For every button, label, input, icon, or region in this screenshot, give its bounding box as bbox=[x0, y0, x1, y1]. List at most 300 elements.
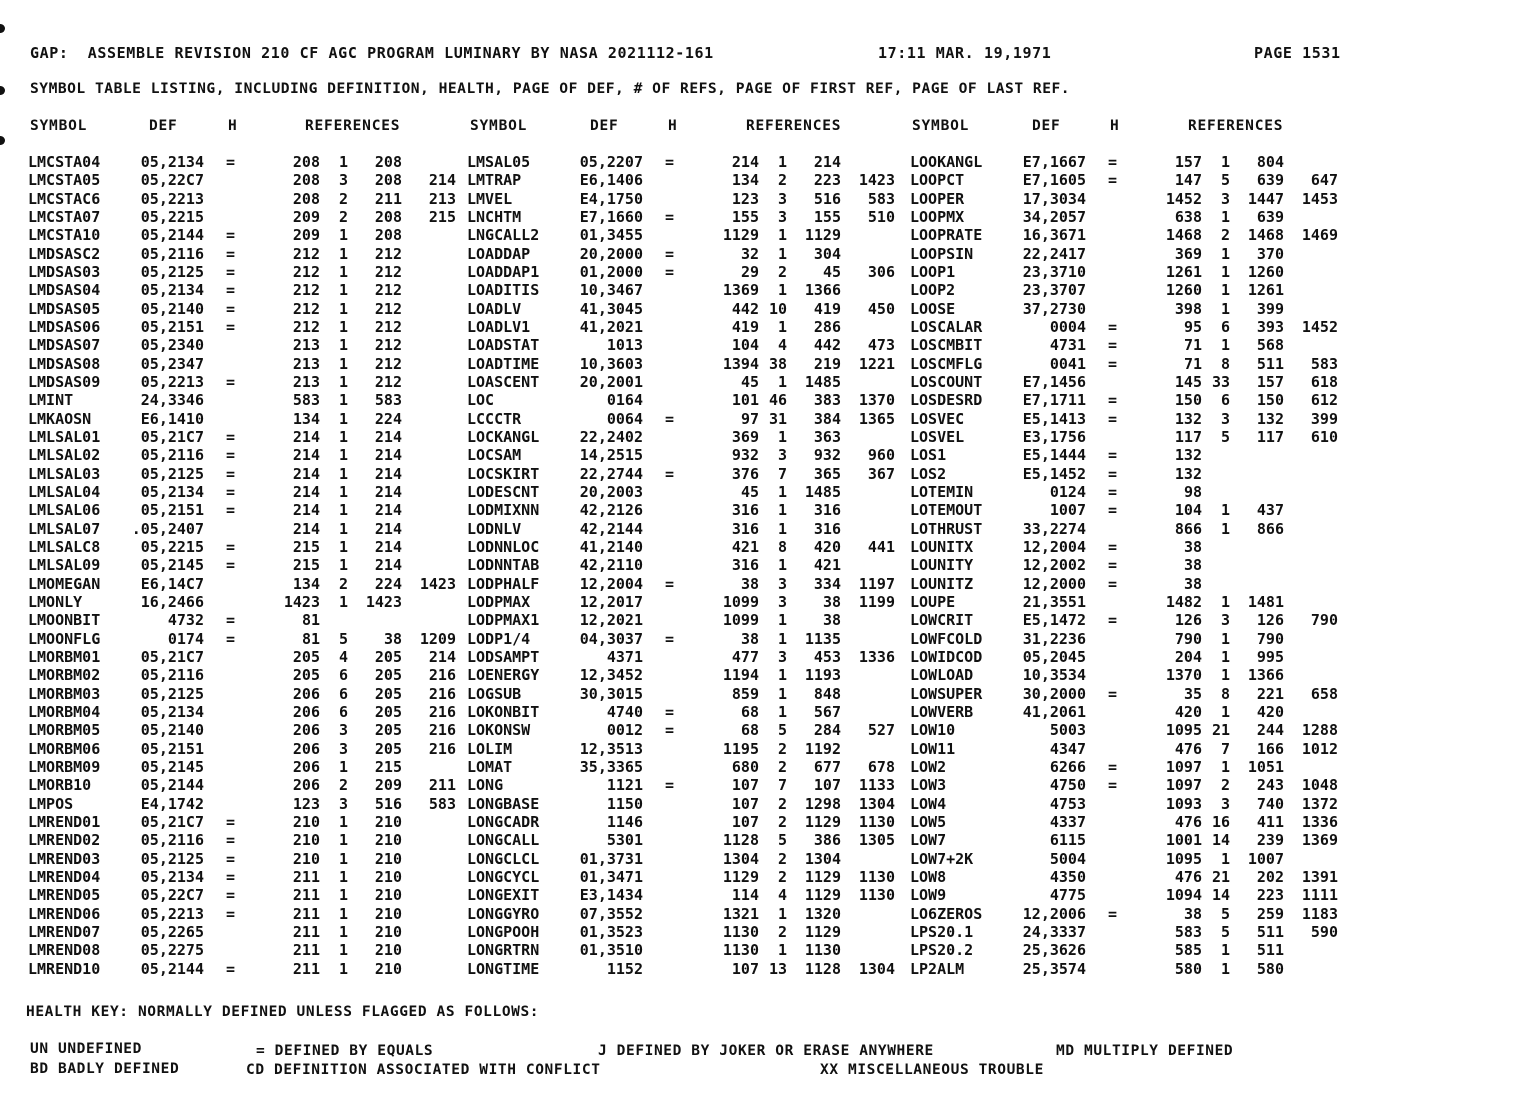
cell-symbol: LMONLY bbox=[28, 592, 83, 611]
col-header-h: H bbox=[1110, 118, 1120, 134]
cell-count: 1 bbox=[338, 299, 348, 318]
cell-page: 1097 bbox=[1165, 776, 1202, 795]
cell-page: 932 bbox=[731, 446, 759, 465]
cell-first: 420 bbox=[1256, 702, 1284, 721]
cell-symbol: LPS20.2 bbox=[910, 941, 974, 960]
cell-count: 1 bbox=[777, 244, 787, 263]
cell-symbol: LOOPRATE bbox=[910, 226, 983, 245]
cell-page: 107 bbox=[731, 959, 759, 978]
cell-last: 590 bbox=[1310, 922, 1338, 941]
cell-count: 1 bbox=[338, 336, 348, 355]
cell-count: 2 bbox=[338, 189, 348, 208]
table-row bbox=[28, 703, 468, 721]
cell-count: 1 bbox=[338, 263, 348, 281]
cell-first: 420 bbox=[813, 537, 841, 556]
table-row bbox=[910, 795, 1350, 813]
cell-page: 214 bbox=[292, 519, 320, 538]
cell-first: 740 bbox=[1256, 794, 1284, 813]
cell-def: E7,1456 bbox=[1022, 373, 1086, 391]
table-row bbox=[910, 758, 1350, 776]
health-key-misc: XX MISCELLANEOUS TROUBLE bbox=[820, 1062, 1044, 1078]
cell-first: 442 bbox=[813, 336, 841, 355]
table-row bbox=[28, 648, 468, 666]
cell-count: 1 bbox=[338, 941, 348, 960]
cell-first: 212 bbox=[374, 281, 402, 300]
cell-page: 68 bbox=[740, 702, 759, 721]
cell-def: 6115 bbox=[1049, 831, 1086, 850]
cell-page: 209 bbox=[292, 208, 320, 226]
table-row bbox=[910, 666, 1350, 684]
cell-def: 4347 bbox=[1049, 739, 1086, 758]
table-row bbox=[467, 776, 907, 794]
cell-last: 213 bbox=[428, 189, 456, 208]
table-row bbox=[910, 721, 1350, 739]
cell-page: 215 bbox=[292, 537, 320, 556]
cell-symbol: LOW9 bbox=[910, 886, 947, 905]
cell-h: = bbox=[226, 263, 236, 281]
table-row bbox=[28, 465, 468, 483]
cell-h: = bbox=[665, 721, 675, 740]
cell-def: 0004 bbox=[1049, 318, 1086, 336]
table-row bbox=[28, 776, 468, 794]
cell-def: E5,1413 bbox=[1022, 409, 1086, 428]
cell-def: 05,2213 bbox=[140, 189, 204, 208]
cell-last: 1453 bbox=[1301, 189, 1338, 208]
table-row bbox=[467, 630, 907, 648]
cell-symbol: LMDSAS03 bbox=[28, 263, 101, 281]
cell-def: 16,2466 bbox=[140, 592, 204, 611]
table-row bbox=[28, 575, 468, 593]
cell-symbol: LMORBM01 bbox=[28, 647, 101, 666]
cell-first: 214 bbox=[374, 446, 402, 465]
cell-page: 1129 bbox=[722, 226, 759, 245]
cell-symbol: LOWIDCOD bbox=[910, 647, 983, 666]
cell-def: 04,3037 bbox=[579, 629, 643, 648]
table-row bbox=[467, 758, 907, 776]
cell-last: 1221 bbox=[858, 354, 895, 373]
health-key-title: HEALTH KEY: NORMALLY DEFINED UNLESS FLAGGED AS FOLLOWS: bbox=[26, 1004, 540, 1020]
cell-count: 16 bbox=[1211, 812, 1230, 831]
cell-symbol: LMREND05 bbox=[28, 886, 101, 905]
cell-first: 107 bbox=[813, 776, 841, 795]
cell-symbol: LONGCADR bbox=[467, 812, 540, 831]
cell-last: 216 bbox=[428, 721, 456, 740]
cell-first: 212 bbox=[374, 373, 402, 391]
cell-count: 1 bbox=[1220, 519, 1230, 538]
cell-count: 1 bbox=[1220, 592, 1230, 611]
cell-h: = bbox=[1108, 482, 1118, 501]
cell-last: 1391 bbox=[1301, 867, 1338, 886]
cell-symbol: LOADDAP bbox=[467, 244, 531, 263]
cell-def: 24,3337 bbox=[1022, 922, 1086, 941]
cell-first: 212 bbox=[374, 299, 402, 318]
cell-page: 212 bbox=[292, 244, 320, 263]
cell-page: 214 bbox=[292, 446, 320, 465]
cell-page: 206 bbox=[292, 702, 320, 721]
table-row bbox=[910, 923, 1350, 941]
cell-symbol: LMORB10 bbox=[28, 776, 92, 795]
cell-first: 205 bbox=[374, 647, 402, 666]
table-row bbox=[910, 703, 1350, 721]
cell-def: 21,3551 bbox=[1022, 592, 1086, 611]
cell-first: 1485 bbox=[804, 373, 841, 391]
cell-count: 1 bbox=[338, 281, 348, 300]
cell-first: 316 bbox=[813, 519, 841, 538]
cell-page: 1130 bbox=[722, 941, 759, 960]
cell-page: 132 bbox=[1174, 446, 1202, 465]
table-row bbox=[467, 391, 907, 409]
health-key-conflict: CD DEFINITION ASSOCIATED WITH CONFLICT bbox=[246, 1062, 601, 1078]
cell-h: = bbox=[226, 812, 236, 831]
cell-count: 3 bbox=[777, 446, 787, 465]
cell-page: 212 bbox=[292, 263, 320, 281]
cell-symbol: LMSAL05 bbox=[467, 153, 531, 171]
cell-first: 243 bbox=[1256, 776, 1284, 795]
cell-first: 214 bbox=[374, 519, 402, 538]
cell-page: 204 bbox=[1174, 647, 1202, 666]
cell-def: 0064 bbox=[606, 409, 643, 428]
table-row bbox=[467, 666, 907, 684]
cell-def: 41,2061 bbox=[1022, 702, 1086, 721]
table-row bbox=[467, 941, 907, 959]
cell-h: = bbox=[226, 226, 236, 245]
cell-last: 658 bbox=[1310, 684, 1338, 703]
cell-last: 216 bbox=[428, 684, 456, 703]
cell-last: 1183 bbox=[1301, 904, 1338, 923]
cell-symbol: LOW10 bbox=[910, 721, 956, 740]
table-row bbox=[467, 465, 907, 483]
cell-page: 790 bbox=[1174, 629, 1202, 648]
table-row bbox=[28, 721, 468, 739]
cell-symbol: LOUPE bbox=[910, 592, 956, 611]
cell-symbol: LOWCRIT bbox=[910, 611, 974, 630]
cell-first: 286 bbox=[813, 318, 841, 336]
cell-first: 224 bbox=[374, 409, 402, 428]
cell-symbol: LMREND04 bbox=[28, 867, 101, 886]
cell-def: 05,2151 bbox=[140, 318, 204, 336]
cell-symbol: LMDSAS09 bbox=[28, 373, 101, 391]
cell-count: 4 bbox=[338, 647, 348, 666]
cell-def: 10,3467 bbox=[579, 281, 643, 300]
cell-h: = bbox=[1108, 611, 1118, 630]
cell-first: 677 bbox=[813, 757, 841, 776]
cell-count: 6 bbox=[1220, 318, 1230, 336]
cell-count: 1 bbox=[1220, 849, 1230, 868]
table-row bbox=[467, 886, 907, 904]
cell-page: 38 bbox=[740, 574, 759, 593]
cell-first: 516 bbox=[374, 794, 402, 813]
cell-page: 214 bbox=[292, 501, 320, 520]
cell-page: 1094 bbox=[1165, 886, 1202, 905]
cell-first: 1129 bbox=[804, 812, 841, 831]
table-row bbox=[910, 740, 1350, 758]
cell-symbol: LONGEXIT bbox=[467, 886, 540, 905]
cell-count: 1 bbox=[777, 281, 787, 300]
cell-last: 211 bbox=[428, 776, 456, 795]
cell-page: 38 bbox=[1183, 574, 1202, 593]
cell-count: 1 bbox=[338, 244, 348, 263]
cell-count: 1 bbox=[338, 849, 348, 868]
cell-last: 647 bbox=[1310, 171, 1338, 190]
cell-last: 1130 bbox=[858, 886, 895, 905]
cell-def: 34,2057 bbox=[1022, 208, 1086, 226]
table-row bbox=[910, 428, 1350, 446]
col-header-def: DEF bbox=[590, 118, 619, 134]
cell-first: 205 bbox=[374, 666, 402, 685]
cell-first: 511 bbox=[1256, 941, 1284, 960]
cell-page: 1097 bbox=[1165, 757, 1202, 776]
table-row bbox=[467, 208, 907, 226]
cell-first: 214 bbox=[374, 482, 402, 501]
cell-first: 1128 bbox=[804, 959, 841, 978]
cell-page: 1095 bbox=[1165, 849, 1202, 868]
cell-last: 510 bbox=[867, 208, 895, 226]
cell-page: 38 bbox=[1183, 556, 1202, 575]
page-header-title: GAP: ASSEMBLE REVISION 210 CF AGC PROGRAM LUMINARY BY NASA 2021112-161 bbox=[30, 44, 714, 62]
cell-count: 3 bbox=[777, 208, 787, 226]
cell-def: 31,2236 bbox=[1022, 629, 1086, 648]
cell-page: 583 bbox=[1174, 922, 1202, 941]
cell-page: 1128 bbox=[722, 831, 759, 850]
table-row bbox=[467, 300, 907, 318]
cell-last: 367 bbox=[867, 464, 895, 483]
cell-first: 1298 bbox=[804, 794, 841, 813]
cell-def: E5,1444 bbox=[1022, 446, 1086, 465]
cell-first: 214 bbox=[374, 556, 402, 575]
cell-count: 3 bbox=[1220, 189, 1230, 208]
cell-first: 212 bbox=[374, 336, 402, 355]
cell-count: 46 bbox=[768, 391, 787, 410]
cell-count: 3 bbox=[1220, 611, 1230, 630]
cell-symbol: LODSAMPT bbox=[467, 647, 540, 666]
table-row bbox=[467, 373, 907, 391]
cell-symbol: LOSCALAR bbox=[910, 318, 983, 336]
cell-count: 3 bbox=[1220, 794, 1230, 813]
col-header-references: REFERENCES bbox=[1188, 118, 1284, 134]
cell-page: 585 bbox=[1174, 941, 1202, 960]
cell-page: 1482 bbox=[1165, 592, 1202, 611]
cell-def: 41,2021 bbox=[579, 318, 643, 336]
table-row bbox=[28, 905, 468, 923]
cell-count: 38 bbox=[768, 354, 787, 373]
cell-def: 05,2140 bbox=[140, 721, 204, 740]
cell-last: 1370 bbox=[858, 391, 895, 410]
table-row bbox=[28, 263, 468, 281]
cell-first: 1135 bbox=[804, 629, 841, 648]
cell-def: 05,2140 bbox=[140, 299, 204, 318]
cell-def: 4753 bbox=[1049, 794, 1086, 813]
cell-first: 212 bbox=[374, 354, 402, 373]
binder-hole-mark bbox=[0, 136, 5, 145]
cell-last: 215 bbox=[428, 208, 456, 226]
table-row bbox=[467, 611, 907, 629]
table-row bbox=[467, 593, 907, 611]
cell-first: 516 bbox=[813, 189, 841, 208]
cell-def: 17,3034 bbox=[1022, 189, 1086, 208]
cell-count: 1 bbox=[338, 831, 348, 850]
cell-first: 411 bbox=[1256, 812, 1284, 831]
cell-first: 1366 bbox=[1247, 666, 1284, 685]
cell-h: = bbox=[1108, 153, 1118, 171]
table-row bbox=[28, 630, 468, 648]
cell-first: 212 bbox=[374, 318, 402, 336]
cell-h: = bbox=[226, 318, 236, 336]
cell-def: 0164 bbox=[606, 391, 643, 410]
cell-page: 1099 bbox=[722, 611, 759, 630]
table-row bbox=[910, 886, 1350, 904]
cell-count: 8 bbox=[1220, 354, 1230, 373]
cell-page: 1001 bbox=[1165, 831, 1202, 850]
cell-symbol: LO6ZEROS bbox=[910, 904, 983, 923]
cell-def: 4750 bbox=[1049, 776, 1086, 795]
cell-page: 32 bbox=[740, 244, 759, 263]
cell-def: 6266 bbox=[1049, 757, 1086, 776]
cell-def: 0012 bbox=[606, 721, 643, 740]
cell-def: 12,2004 bbox=[1022, 537, 1086, 556]
cell-first: 384 bbox=[813, 409, 841, 428]
cell-first: 995 bbox=[1256, 647, 1284, 666]
cell-last: 583 bbox=[867, 189, 895, 208]
cell-h: = bbox=[226, 959, 236, 978]
cell-last: 1288 bbox=[1301, 721, 1338, 740]
cell-count: 1 bbox=[777, 427, 787, 446]
cell-first: 155 bbox=[813, 208, 841, 226]
cell-first: 511 bbox=[1256, 354, 1284, 373]
table-row bbox=[910, 190, 1350, 208]
table-row bbox=[910, 575, 1350, 593]
cell-page: 1130 bbox=[722, 922, 759, 941]
cell-def: 25,3574 bbox=[1022, 959, 1086, 978]
cell-def: 05,2116 bbox=[140, 244, 204, 263]
cell-page: 369 bbox=[731, 427, 759, 446]
cell-page: 214 bbox=[292, 482, 320, 501]
cell-count: 1 bbox=[338, 464, 348, 483]
cell-page: 419 bbox=[731, 318, 759, 336]
cell-def: E3,1434 bbox=[579, 886, 643, 905]
cell-symbol: LOGSUB bbox=[467, 684, 522, 703]
cell-symbol: LMDSAS08 bbox=[28, 354, 101, 373]
cell-count: 3 bbox=[338, 171, 348, 190]
cell-symbol: LODESCNT bbox=[467, 482, 540, 501]
cell-count: 2 bbox=[338, 776, 348, 795]
cell-first: 583 bbox=[374, 391, 402, 410]
cell-count: 1 bbox=[777, 611, 787, 630]
cell-last: 1336 bbox=[1301, 812, 1338, 831]
table-row bbox=[467, 226, 907, 244]
cell-def: 01,2000 bbox=[579, 263, 643, 281]
table-row bbox=[28, 226, 468, 244]
table-row bbox=[467, 483, 907, 501]
cell-page: 210 bbox=[292, 831, 320, 850]
cell-page: 580 bbox=[1174, 959, 1202, 978]
table-row bbox=[910, 850, 1350, 868]
cell-last: 1423 bbox=[858, 171, 895, 190]
cell-last: 678 bbox=[867, 757, 895, 776]
cell-first: 1193 bbox=[804, 666, 841, 685]
cell-def: E5,1452 bbox=[1022, 464, 1086, 483]
cell-count: 2 bbox=[777, 757, 787, 776]
cell-h: = bbox=[1108, 757, 1118, 776]
cell-page: 134 bbox=[731, 171, 759, 190]
cell-def: E6,1410 bbox=[140, 409, 204, 428]
cell-first: 208 bbox=[374, 226, 402, 245]
cell-page: 38 bbox=[1183, 904, 1202, 923]
table-row bbox=[28, 483, 468, 501]
cell-last: 1048 bbox=[1301, 776, 1338, 795]
cell-last: 610 bbox=[1310, 427, 1338, 446]
table-row bbox=[910, 960, 1350, 978]
cell-last: 1130 bbox=[858, 812, 895, 831]
cell-def: 07,3552 bbox=[579, 904, 643, 923]
cell-count: 1 bbox=[338, 409, 348, 428]
cell-def: 12,2000 bbox=[1022, 574, 1086, 593]
cell-h: = bbox=[1108, 556, 1118, 575]
cell-count: 1 bbox=[338, 959, 348, 978]
cell-count: 2 bbox=[338, 208, 348, 226]
table-row bbox=[28, 190, 468, 208]
cell-symbol: LOCSKIRT bbox=[467, 464, 540, 483]
cell-last: 1199 bbox=[858, 592, 895, 611]
cell-count: 2 bbox=[777, 867, 787, 886]
cell-page: 442 bbox=[731, 299, 759, 318]
cell-h: = bbox=[226, 299, 236, 318]
cell-count: 1 bbox=[1220, 244, 1230, 263]
cell-last: 583 bbox=[1310, 354, 1338, 373]
table-row bbox=[28, 611, 468, 629]
table-row bbox=[28, 208, 468, 226]
cell-symbol: LMREND06 bbox=[28, 904, 101, 923]
cell-page: 1468 bbox=[1165, 226, 1202, 245]
cell-page: 1423 bbox=[283, 592, 320, 611]
cell-count: 1 bbox=[338, 556, 348, 575]
cell-count: 3 bbox=[1220, 409, 1230, 428]
cell-symbol: LOUNITX bbox=[910, 537, 974, 556]
col-header-symbol: SYMBOL bbox=[30, 118, 88, 134]
cell-first: 383 bbox=[813, 391, 841, 410]
cell-symbol: LOADTIME bbox=[467, 354, 540, 373]
cell-count: 1 bbox=[777, 501, 787, 520]
cell-symbol: LOW11 bbox=[910, 739, 956, 758]
cell-count: 6 bbox=[338, 666, 348, 685]
cell-symbol: LMREND01 bbox=[28, 812, 101, 831]
cell-count: 2 bbox=[777, 794, 787, 813]
cell-symbol: LOSVEL bbox=[910, 427, 965, 446]
cell-h: = bbox=[665, 244, 675, 263]
cell-first: 568 bbox=[1256, 336, 1284, 355]
cell-page: 95 bbox=[1183, 318, 1202, 336]
cell-page: 81 bbox=[301, 611, 320, 630]
cell-h: = bbox=[665, 629, 675, 648]
table-row bbox=[910, 831, 1350, 849]
col-header-references: REFERENCES bbox=[746, 118, 842, 134]
cell-def: 24,3346 bbox=[140, 391, 204, 410]
page-number: PAGE 1531 bbox=[1254, 44, 1341, 62]
binder-hole-mark bbox=[0, 86, 5, 95]
cell-symbol: LODNNTAB bbox=[467, 556, 540, 575]
health-key-joker: J DEFINED BY JOKER OR ERASE ANYWHERE bbox=[598, 1043, 934, 1059]
cell-first: 239 bbox=[1256, 831, 1284, 850]
cell-count: 1 bbox=[1220, 702, 1230, 721]
cell-first: 304 bbox=[813, 244, 841, 263]
cell-count: 1 bbox=[1220, 281, 1230, 300]
cell-first: 1304 bbox=[804, 849, 841, 868]
cell-count: 14 bbox=[1211, 831, 1230, 850]
table-row bbox=[467, 923, 907, 941]
cell-last: 450 bbox=[867, 299, 895, 318]
cell-h: = bbox=[226, 153, 236, 171]
cell-last: 473 bbox=[867, 336, 895, 355]
table-row bbox=[28, 245, 468, 263]
